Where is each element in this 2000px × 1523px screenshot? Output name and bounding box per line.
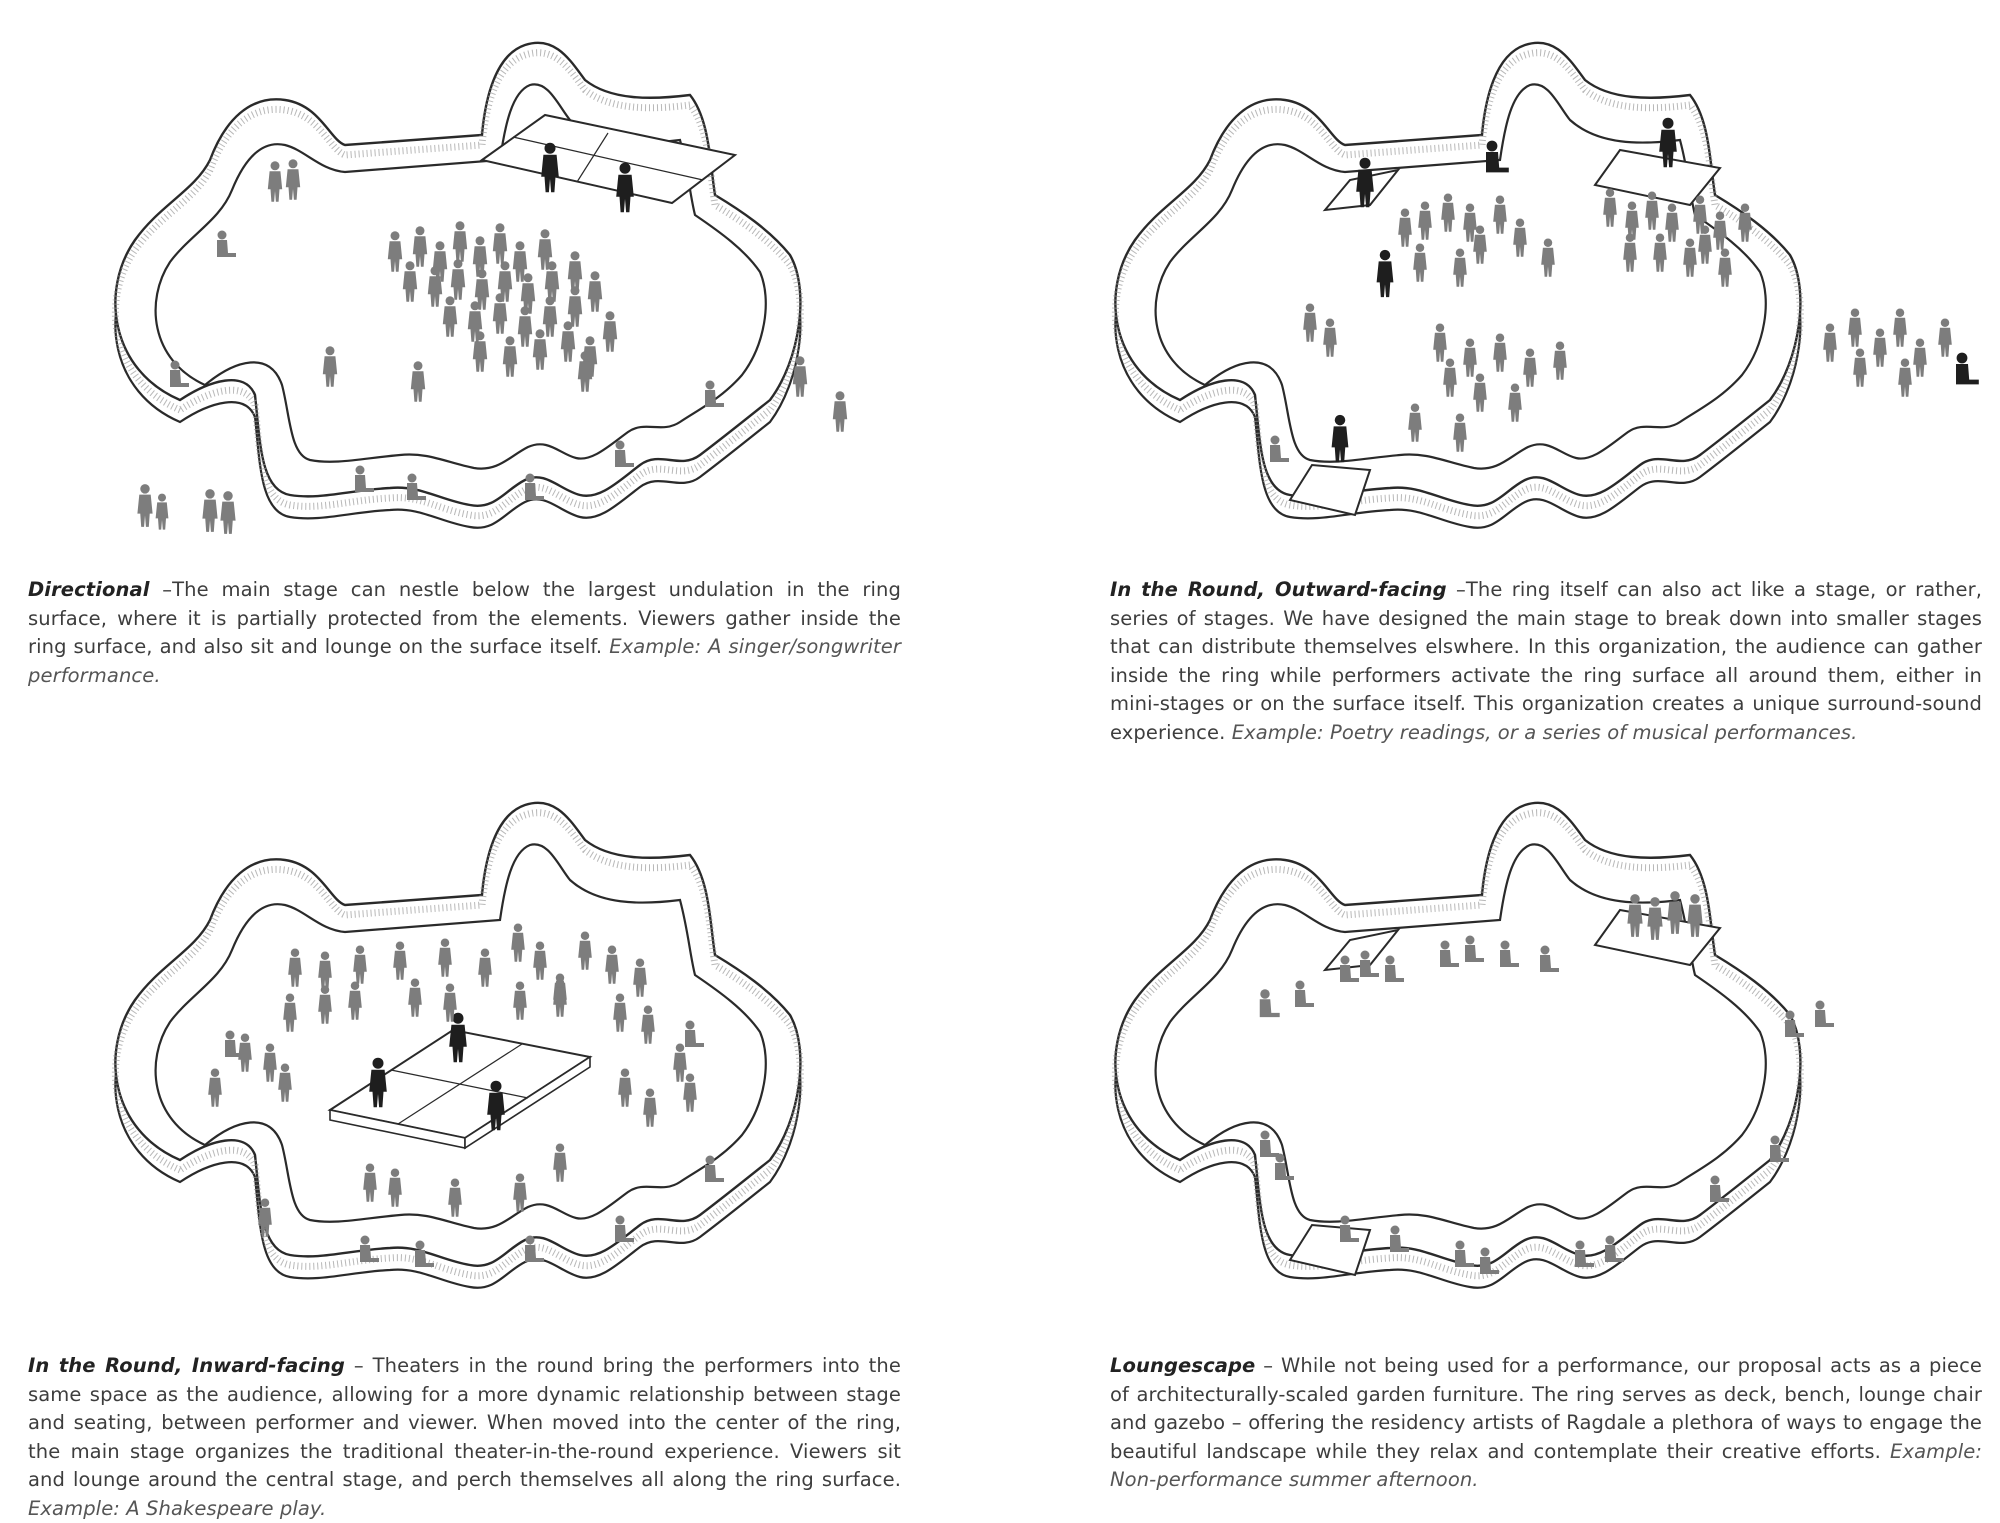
viewer-figure [833,391,847,432]
inward-ring-diagram [0,760,1000,1350]
caption-title: Directional [28,578,150,601]
caption-body: The main stage can nestle below the largest undulation in the ring surface, where it is partially protected from the elements. Viewers gather inside the ring surface, and also sit and lounge on the surface itself. [28,578,901,658]
caption-loungescape [1110,1352,1982,1495]
caption-outward-facing [1110,576,1982,747]
caption-example: Example: A Shakespeare play. [28,1496,327,1520]
viewer-figure [525,1236,544,1263]
viewer-figure [1913,338,1927,376]
caption-body: The ring itself can also act like a stage, or rather, series of stages. We have designed the main stage to break down into smaller stages that can distribute themselves elswhere. In this organization, the audience can gather inside the ring while performers activate the ring surface all around them, either in mini-stages or on the surface itself. This organization creates a unique surround-sound experience. [1110,578,1982,744]
viewer-figure [1815,1001,1834,1028]
caption-title: In the Round, Inward-facing [28,1354,345,1377]
caption-dash: – [1446,578,1466,601]
viewer-figure [137,484,152,527]
viewer-figure [202,489,217,532]
caption-dash: – [1255,1354,1282,1377]
outward-ring-diagram [1000,0,2000,570]
caption-dash: – [344,1354,373,1377]
caption-body: While not being used for a performance, our proposal acts as a piece of architecturally-scaled garden furniture. The ring serves as deck, bench, lounge chair and gazebo – offering the residency artists of Ragdale a plethora of ways to engage the beautiful landscape while they relax and contemplate their creative efforts. [1110,1354,1982,1463]
caption-example: Example: Non-performance summer afternoon. [1110,1439,1982,1491]
caption-body: Theaters in the round bring the performers into the same space as the audience, allowing for a more dynamic relationship between stage and seating, between performer and viewer. When moved into the center of the ring, the main stage organizes the traditional theater-in-the-round experience. Viewers sit and lounge around the central stage, and perch themselves all along the ring surface. [28,1354,901,1491]
viewer-figure [156,494,169,530]
ring-structure [1115,803,1800,1288]
viewer-figure [1823,323,1837,361]
caption-example: Example: A singer/songwriter performance. [28,635,901,687]
loungescape-ring-diagram [1000,760,2000,1350]
viewer-figure [1873,328,1887,366]
viewer-figure [1898,358,1912,396]
viewer-figure [1853,348,1867,386]
caption-dash: – [149,578,173,601]
performer-figure [1956,353,1979,385]
caption-directional [28,576,901,690]
viewer-figure [1848,308,1862,346]
viewer-figure [1938,318,1952,356]
caption-example: Example: Poetry readings, or a series of musical performances. [1231,720,1858,744]
caption-title: In the Round, Outward-facing [1110,578,1447,601]
viewer-figure [1893,308,1907,346]
viewer-figure [1785,1011,1804,1038]
viewer-figure [220,491,235,534]
caption-title: Loungescape [1110,1354,1256,1377]
caption-inward-facing [28,1352,901,1523]
directional-ring-diagram [0,0,1000,570]
